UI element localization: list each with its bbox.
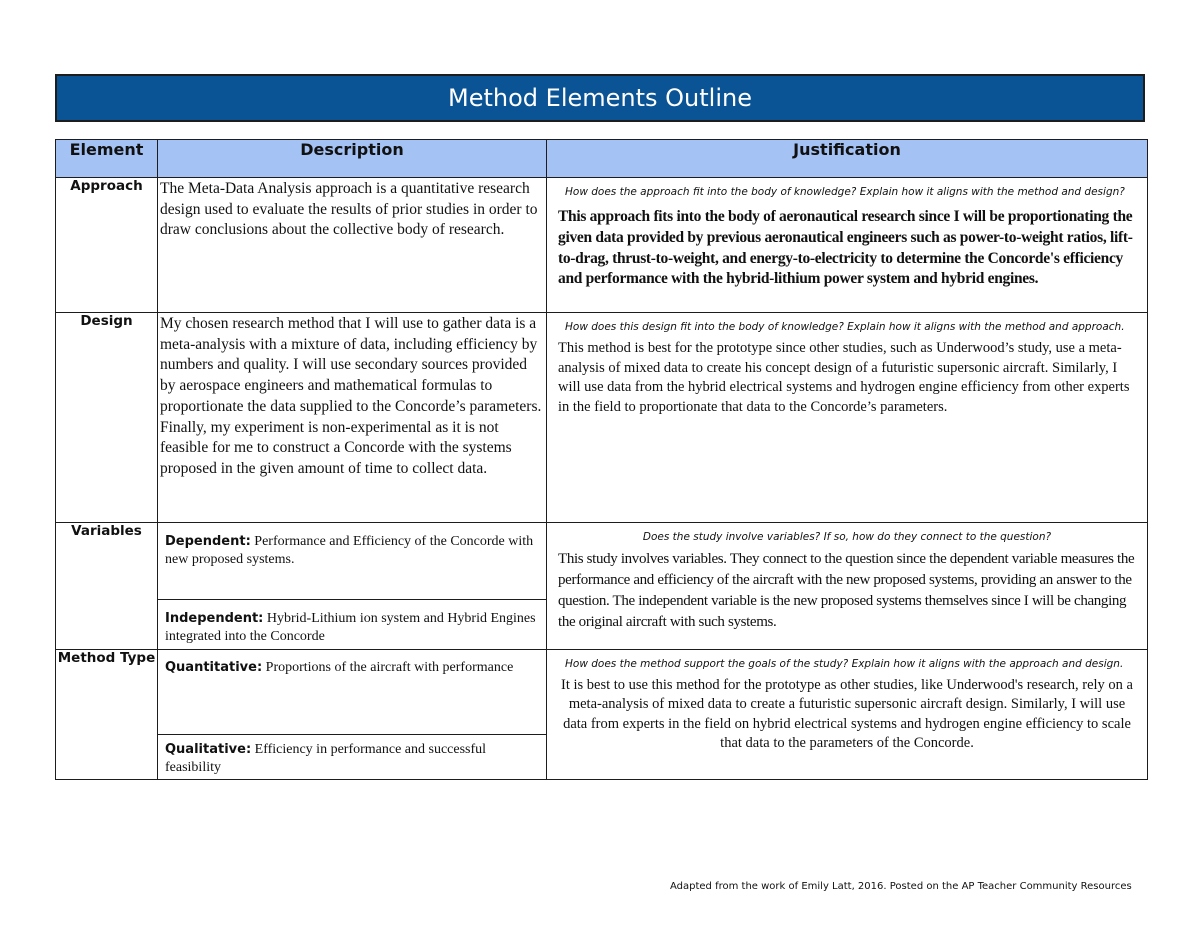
method-outline-table [55, 139, 1148, 780]
header-description: Description [158, 140, 547, 178]
independent-text: Hybrid-Lithium ion system and Hybrid Engines integrated into the Concorde [165, 611, 536, 644]
row-variables-dependent [56, 523, 1148, 600]
justification-design-text: This method is best for the prototype since other studies, such as Underwood’s study, use a meta- analysis of mixed data to create his concept design of a futuristic supersonic aircraft. Similarly, I will use data from the hybrid electrical systems and hydrogen engine efficiency from other experts in the field to proportionate that data to the Concorde’s parameters. [558, 340, 1130, 415]
qualitative-cell [158, 735, 547, 780]
page-title: Method Elements Outline [448, 84, 752, 112]
title-bar [55, 74, 1145, 122]
header-element: Element [56, 140, 158, 178]
independent-label: Independent: [165, 611, 264, 626]
justification-method-type-text: It is best to use this method for the prototype as other studies, like Underwood's research, rely on a meta-analysis of mixed data to create a futuristic supersonic aircraft design. Similarly, I will use data from experts in the field on hybrid electrical systems and hydrogen engine efficiency to scale that data to the parameters of the Concorde. [560, 677, 1133, 751]
justification-approach-text: This approach fits into the body of aeronautical research since I will be proportionating the given data provided by previous aeronautical engineers such as power-to-weight ratios, lift-to-drag, thrust-to-weight, and energy-to-electricity to determine the Concorde's efficiency and performance with the hybrid-lithium power system and hybrid engines. [558, 208, 1133, 288]
independent-cell [158, 600, 547, 650]
justification-variables-text: This study involves variables. They connect to the question since the dependent variable measures the performance and efficiency of the aircraft with the new proposed systems, providing an answer to the question. The independent variable is the new proposed systems themselves since I will be changing the original aircraft with such systems. [558, 551, 1135, 630]
dependent-label: Dependent: [165, 534, 251, 549]
description-approach-text: The Meta-Data Analysis approach is a quantitative research design used to evaluate the results of prior studies in order to draw conclusions about the collective body of research. [160, 180, 538, 239]
description-design [158, 313, 547, 523]
quantitative-label: Quantitative: [165, 660, 263, 675]
quantitative-text: Proportions of the aircraft with performance [265, 660, 514, 675]
justification-method-type [547, 650, 1148, 780]
question-design: How does this design fit into the body of knowledge? Explain how it aligns with the method and approach. [565, 321, 1125, 333]
element-method-type: Method Type [56, 650, 158, 780]
question-variables: Does the study involve variables? If so, how do they connect to the question? [642, 531, 1052, 543]
row-method-quantitative [56, 650, 1148, 735]
dependent-text: Performance and Efficiency of the Concorde with new proposed systems. [165, 534, 534, 567]
quantitative-cell [158, 650, 547, 735]
element-variables: Variables [56, 523, 158, 650]
description-design-text: My chosen research method that I will use to gather data is a meta-analysis with a mixture of data, including efficiency by numbers and quality. I will use secondary sources provided by aerospace engineers and mathematical formulas to proportionate the data supplied to the Concorde’s parameters. Finally, my experiment is non-experimental as it is not feasible for me to construct a Concorde with the systems proposed in the given amount of time to collect data. [160, 315, 542, 477]
element-design: Design [56, 313, 158, 523]
qualitative-label: Qualitative: [165, 742, 252, 757]
question-method-type: How does the method support the goals of the study? Explain how it aligns with the approach and design. [565, 658, 1124, 670]
qualitative-text: Efficiency in performance and successful feasibility [165, 742, 487, 775]
row-design [56, 313, 1148, 523]
justification-design [547, 313, 1148, 523]
justification-variables [547, 523, 1148, 650]
justification-approach [547, 178, 1148, 313]
footer-credit: Adapted from the work of Emily Latt, 2016. Posted on the AP Teacher Community Resources [670, 881, 1132, 892]
description-approach [158, 178, 547, 313]
row-approach [56, 178, 1148, 313]
header-justification: Justification [547, 140, 1148, 178]
dependent-cell [158, 523, 547, 600]
element-approach: Approach [56, 178, 158, 313]
question-approach: How does the approach fit into the body of knowledge? Explain how it aligns with the method and design? [565, 186, 1125, 198]
header-row [56, 140, 1148, 178]
